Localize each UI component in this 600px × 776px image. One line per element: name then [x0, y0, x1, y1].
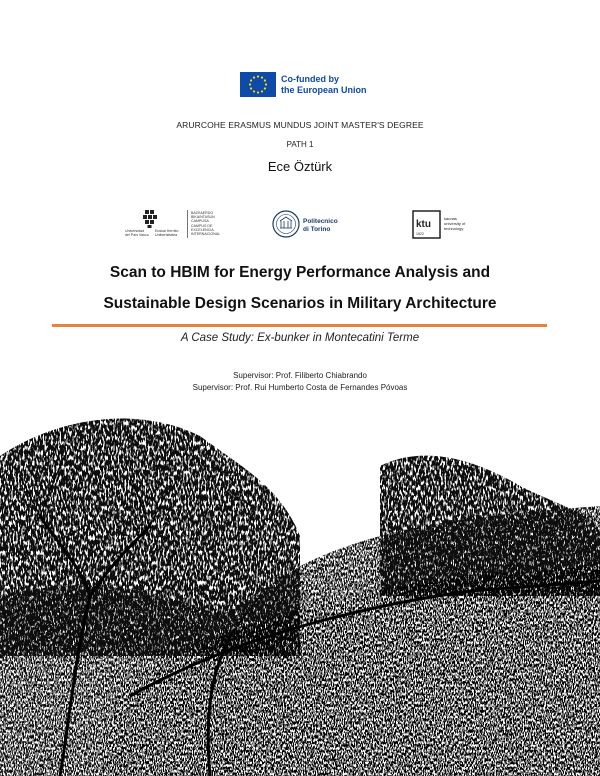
- degree-name: ARURCOHE ERASMUS MUNDUS JOINT MASTER'S DEGREE: [176, 120, 424, 130]
- upv-right-line3: CAMPUSA: [191, 219, 209, 223]
- thesis-subtitle: A Case Study: Ex-bunker in Montecatini Terme: [180, 332, 420, 344]
- title-divider: [52, 324, 547, 327]
- eu-star-icon: [261, 76, 263, 78]
- eu-star-icon: [257, 91, 259, 93]
- bunker-sketch-illustration: [0, 396, 600, 776]
- path-label: PATH 1: [286, 140, 314, 149]
- supervisor-1: Supervisor: Prof. Filiberto Chiabrando: [233, 371, 367, 380]
- ktu-year: 1922: [416, 232, 424, 236]
- ktu-logo: [412, 209, 482, 241]
- eu-star-icon: [264, 79, 266, 81]
- eu-star-icon: [253, 76, 255, 78]
- upv-ehu-logo: [121, 208, 225, 242]
- eu-star-icon: [265, 83, 267, 85]
- upv-right-line4: CAMPUS DE: [191, 224, 213, 228]
- eu-star-icon: [261, 90, 263, 92]
- eu-logo-line2: the European Union: [281, 84, 367, 95]
- upv-left-line1: Universidad: [125, 229, 144, 233]
- polito-line1: Politecnico: [303, 218, 338, 225]
- author-name: Ece Öztürk: [267, 159, 333, 174]
- ktu-mark: ktu: [416, 219, 431, 230]
- eu-star-icon: [253, 90, 255, 92]
- thesis-title-line1: Scan to HBIM for Energy Performance Analysis and: [109, 264, 491, 281]
- upv-left-line2: del País Vasco: [125, 233, 149, 237]
- upv-right-line5: EXCELENCIA: [191, 228, 214, 232]
- upv-right-line1: BAZKAERDO: [191, 211, 214, 215]
- eu-star-icon: [250, 87, 252, 89]
- polito-line2: di Torino: [303, 226, 331, 233]
- thesis-title-line2: Sustainable Design Scenarios in Military Architecture: [103, 295, 497, 312]
- upv-right-line6: INTERNACIONAL: [191, 232, 221, 236]
- supervisor-2: Supervisor: Prof. Rui Humberto Costa de Fernandes Póvoas: [192, 383, 408, 392]
- eu-logo-line1: Co-funded by: [281, 73, 339, 84]
- eu-cofunded-logo: [240, 72, 367, 97]
- eu-star-icon: [250, 79, 252, 81]
- ktu-line3: technology: [444, 226, 464, 231]
- eu-star-icon: [264, 87, 266, 89]
- eu-star-icon: [249, 83, 251, 85]
- polito-logo: [271, 209, 361, 239]
- ktu-line2: university of: [444, 221, 466, 226]
- eu-star-icon: [257, 75, 259, 77]
- upv-left-line3: Euskal Herriko: [155, 229, 179, 233]
- ktu-line1: kaunas: [444, 216, 457, 221]
- upv-left-line4: Unibertsitatea: [155, 233, 178, 237]
- eu-flag-icon: [240, 72, 276, 97]
- eu-logo-text: [281, 74, 367, 96]
- upv-right-line2: BIKAINTASUN: [191, 215, 215, 219]
